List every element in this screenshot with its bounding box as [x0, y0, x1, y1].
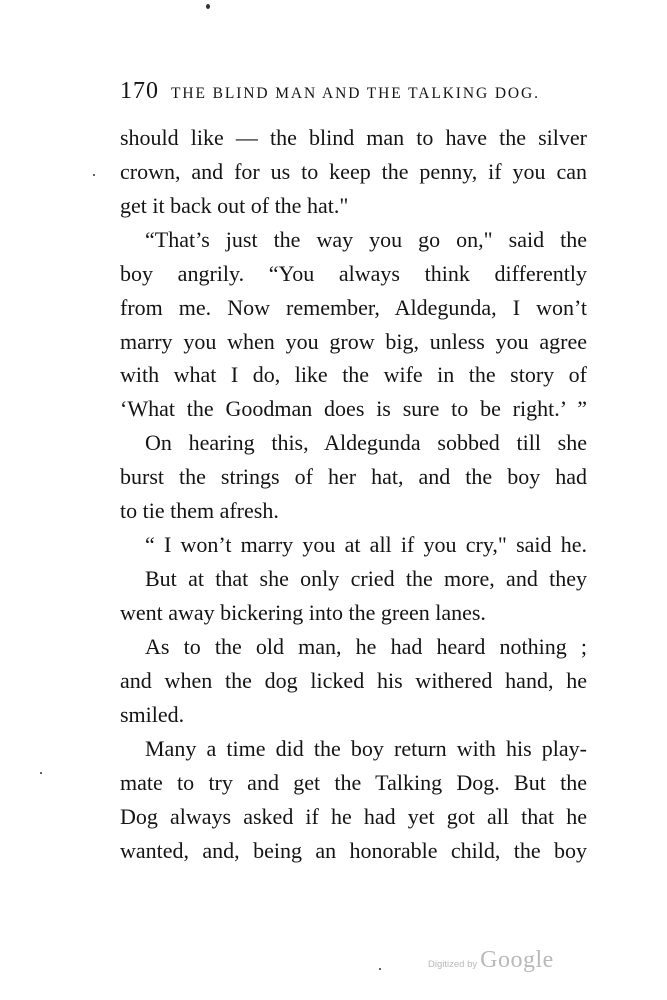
text-line: But at that she only cried the more, and they [145, 566, 587, 591]
text-line: and when the dog licked his withered hand, he [120, 668, 587, 693]
text-line: crown, and for us to keep the penny, if you can [120, 159, 587, 184]
text-line: marry you when you grow big, unless you agree [120, 329, 587, 354]
text-line: “That’s just the way you go on," said the [145, 227, 587, 252]
text-line: went away bickering into the green lanes. [120, 600, 486, 625]
print-speck [93, 174, 95, 176]
text-line: Many a time did the boy return with his play- [145, 736, 587, 761]
print-speck [206, 4, 210, 9]
text-line: As to the old man, he had heard nothing ; [145, 634, 587, 659]
text-line: “ I won’t marry you at all if you cry," said he. [145, 532, 587, 557]
print-speck [40, 772, 42, 774]
text-line: boy angrily. “You always think differently [120, 261, 587, 286]
text-line: should like — the blind man to have the silver [120, 125, 587, 150]
digitized-watermark [428, 947, 554, 974]
text-line: to tie them afresh. [120, 498, 279, 523]
text-line: On hearing this, Aldegunda sobbed till she [145, 430, 587, 455]
text-line: Dog always asked if he had yet got all that he [120, 804, 587, 829]
page-number: 170 [120, 78, 159, 104]
text-line: get it back out of the hat." [120, 193, 349, 218]
text-line: wanted, and, being an honorable child, the boy [120, 838, 587, 863]
print-speck [379, 968, 381, 970]
text-line: mate to try and get the Talking Dog. But the [120, 770, 587, 795]
text-line: from me. Now remember, Aldegunda, I won’t [120, 295, 587, 320]
google-logo: Google [480, 947, 554, 973]
text-line: ‘What the Goodman does is sure to be right.’ ” [120, 396, 587, 421]
watermark-prefix: Digitized by [428, 959, 478, 970]
text-line: smiled. [120, 702, 185, 727]
running-title: THE BLIND MAN AND THE TALKING DOG. [171, 85, 540, 102]
text-line: burst the strings of her hat, and the boy had [120, 464, 587, 489]
running-head [120, 78, 590, 102]
text-line: with what I do, like the wife in the story of [120, 362, 587, 387]
